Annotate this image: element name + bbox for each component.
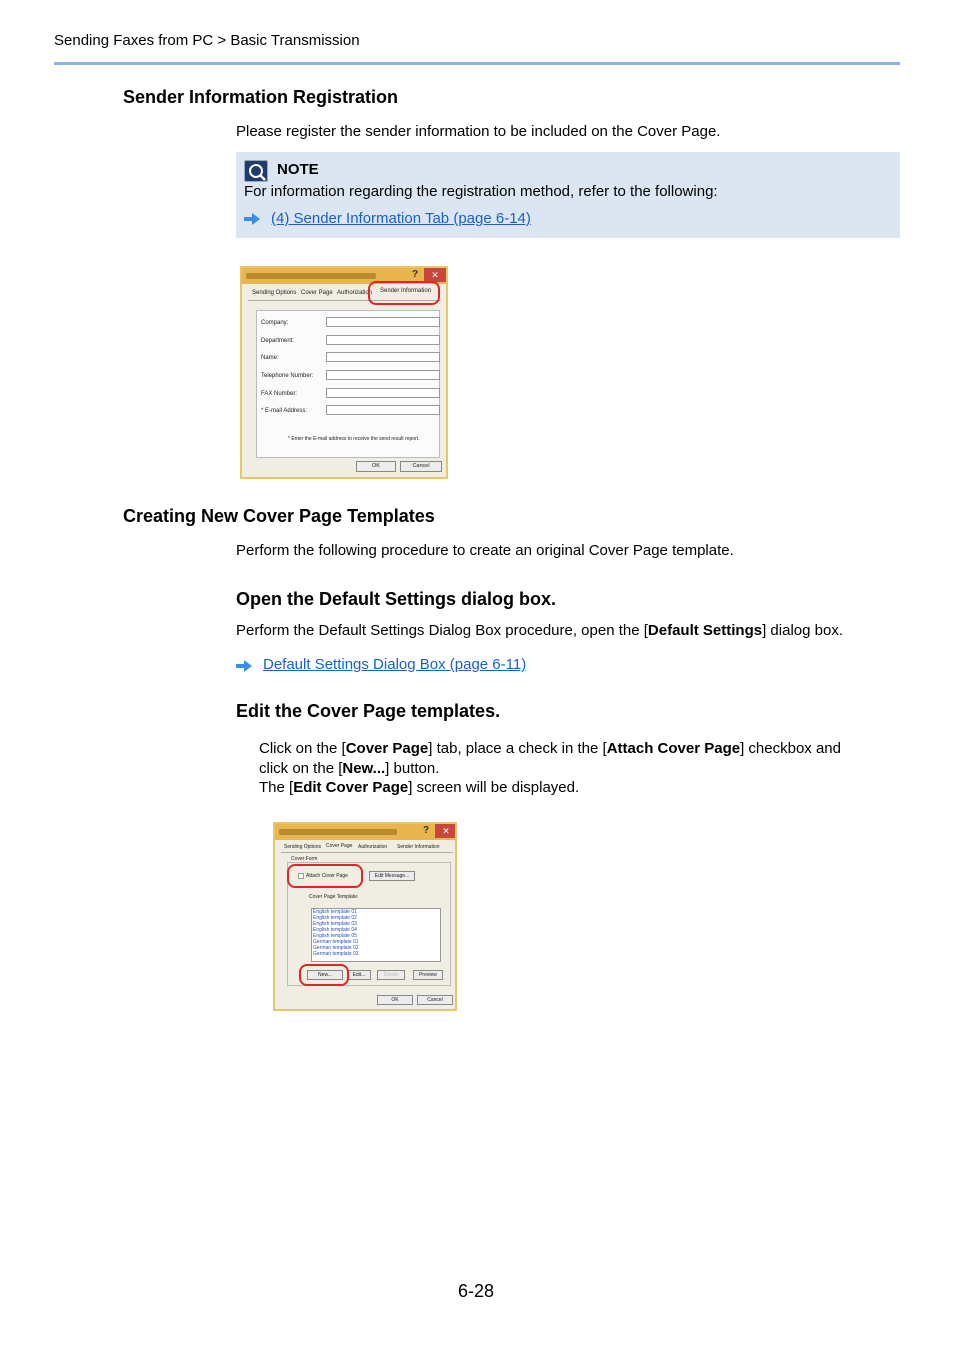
template-item: German template 02 — [313, 945, 359, 951]
template-item: German template 03 — [313, 951, 359, 957]
telephone-field — [326, 370, 440, 380]
tab-sender-information: Sender Information — [397, 844, 440, 850]
note-text: For information regarding the registration method, refer to the following: — [244, 183, 718, 200]
name-label: Name: — [261, 355, 279, 361]
department-field — [326, 335, 440, 345]
section-heading-sender: Sender Information Registration — [123, 87, 399, 107]
highlight-ring — [368, 281, 440, 305]
tab-authorization: Authorization — [358, 844, 388, 850]
sender-tab-link[interactable]: (4) Sender Information Tab (page 6-14) — [271, 210, 531, 227]
edit-button: Edit... — [347, 970, 371, 980]
step2-l1-a: Click on the [ — [259, 740, 346, 757]
company-field — [326, 317, 440, 327]
step2-l3-b: Edit Cover Page — [293, 779, 409, 796]
note-icon — [244, 160, 268, 182]
telephone-label: Telephone Number: — [261, 373, 314, 379]
step2-l2-a: click on the [ — [259, 760, 343, 777]
attach-cover-page-label: Attach Cover Page — [306, 873, 348, 879]
step2-l1-c: ] tab, place a check in the [ — [428, 740, 607, 757]
breadcrumb: Sending Faxes from PC > Basic Transmission — [54, 32, 360, 49]
step1-text — [236, 621, 843, 640]
step2-l2-c: ] button. — [385, 760, 440, 777]
help-icon: ? — [412, 269, 419, 280]
cancel-button: Cancel — [400, 461, 442, 472]
sender-intro: Please register the sender information to be included on the Cover Page. — [236, 123, 721, 140]
ok-button: OK — [356, 461, 396, 472]
ok-button: OK — [377, 995, 413, 1005]
cover-page-dialog-screenshot — [273, 822, 457, 1011]
preview-button: Preview — [413, 970, 443, 980]
help-icon: ? — [423, 825, 430, 836]
dialog-titlebar — [275, 824, 455, 840]
delete-button: Delete — [377, 970, 405, 980]
company-label: Company: — [261, 320, 289, 326]
template-item: English template 03 — [313, 921, 357, 927]
tab-sending-options: Sending Options — [284, 844, 321, 850]
tab-cover-page: Cover Page — [326, 843, 353, 849]
tab-sending-options: Sending Options — [252, 290, 297, 296]
step2-l3-c: ] screen will be displayed. — [408, 779, 580, 796]
step2-heading: Edit the Cover Page templates. — [236, 701, 501, 721]
step1-text-a: Perform the Default Settings Dialog Box procedure, open the [ — [236, 622, 648, 639]
step1-text-b: ] dialog box. — [762, 622, 843, 639]
edit-message-button: Edit Message... — [369, 871, 415, 881]
tab-authorization: Authorization — [337, 290, 373, 296]
cover-form-group-label: Cover Form — [291, 856, 318, 862]
step2-l1-b2: Attach Cover Page — [606, 740, 741, 757]
step2-line3 — [259, 778, 579, 797]
template-item: English template 02 — [313, 915, 357, 921]
sender-information-dialog-screenshot — [240, 266, 448, 479]
step2-line2 — [259, 759, 439, 778]
fax-field — [326, 388, 440, 398]
new-button: New... — [307, 970, 343, 980]
fax-label: FAX Number: — [261, 391, 298, 397]
close-icon: ✕ — [435, 824, 457, 838]
department-label: Department: — [261, 338, 295, 344]
step2-l3-a: The [ — [259, 779, 294, 796]
cancel-button: Cancel — [417, 995, 453, 1005]
template-item: English template 01 — [313, 909, 357, 915]
template-item: English template 05 — [313, 933, 357, 939]
close-icon: ✕ — [424, 268, 446, 282]
email-footnote: * Enter the E-mail address to receive the send result report. — [288, 436, 420, 442]
arrow-right-icon — [244, 213, 260, 225]
header-rule — [54, 62, 900, 65]
section-heading-templates: Creating New Cover Page Templates — [123, 506, 435, 526]
highlight-ring-new — [299, 964, 349, 986]
email-label: * E-mail Address: — [261, 408, 308, 414]
arrow-right-icon — [236, 660, 252, 672]
templates-intro: Perform the following procedure to create an original Cover Page template. — [236, 542, 734, 559]
step2-l2-b: New... — [342, 760, 386, 777]
default-settings-link[interactable]: Default Settings Dialog Box (page 6-11) — [263, 656, 527, 673]
cover-page-template-label: Cover Page Template: — [309, 894, 359, 900]
step1-heading: Open the Default Settings dialog box. — [236, 589, 557, 609]
step2-l1-b1: Cover Page — [345, 740, 429, 757]
note-title: NOTE — [277, 161, 319, 178]
step2-l1-d: ] checkbox and — [740, 740, 841, 757]
template-item: English template 04 — [313, 927, 357, 933]
template-item: German template 01 — [313, 939, 359, 945]
step2-line1 — [259, 739, 841, 758]
email-field — [326, 405, 440, 415]
tab-sender-information: Sender Information — [380, 288, 432, 294]
highlight-ring-attach — [287, 864, 363, 888]
tab-cover-page: Cover Page — [301, 290, 333, 296]
name-field — [326, 352, 440, 362]
step1-text-bold: Default Settings — [647, 622, 763, 639]
page-number: 6-28 — [458, 1281, 495, 1301]
